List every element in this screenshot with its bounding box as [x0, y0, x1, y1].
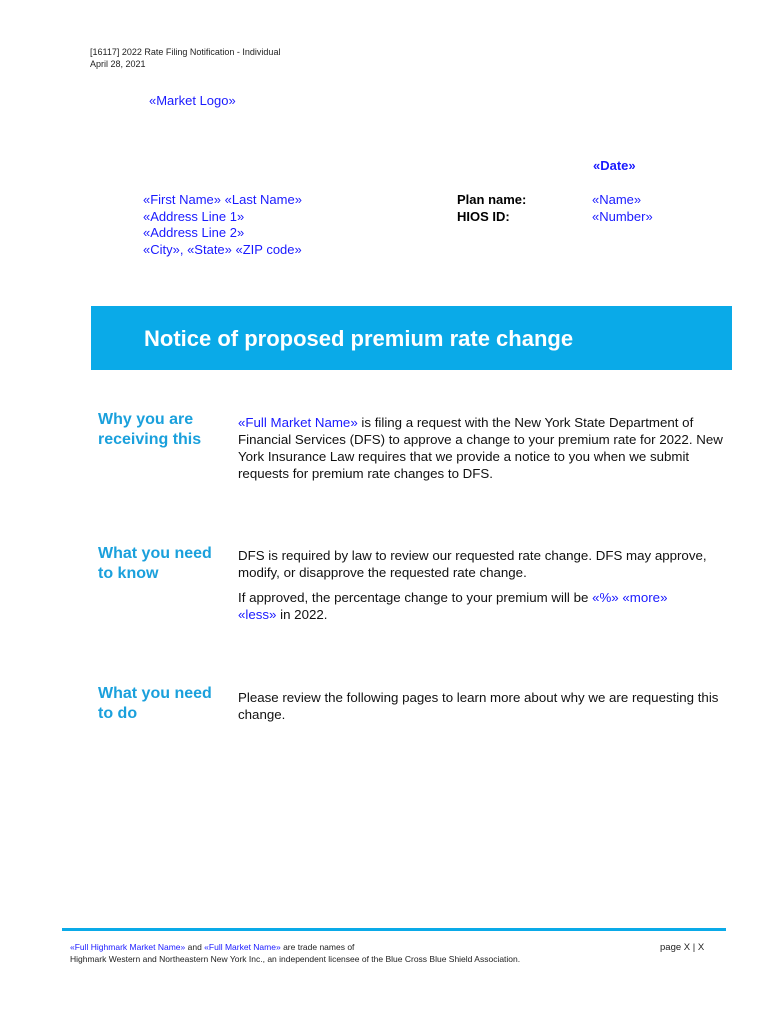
- know-paragraph-1: DFS is required by law to review our requested rate change. DFS may approve, modify, or disapprove the requested rate change.: [238, 548, 707, 580]
- do-paragraph: Please review the following pages to learn more about why we are requesting this change.: [238, 690, 719, 722]
- know-section-body: [238, 547, 728, 623]
- page-number: page X | X: [660, 942, 705, 953]
- more-field: «more»: [622, 590, 668, 605]
- market-logo-placeholder: «Market Logo»: [149, 93, 236, 108]
- highmark-market-name-field: «Full Highmark Market Name»: [70, 942, 186, 952]
- less-field: «less»: [238, 607, 277, 622]
- know-para2-prefix: If approved, the percentage change to your premium will be: [238, 590, 593, 605]
- filing-title: [16117] 2022 Rate Filing Notification - Individual: [90, 47, 281, 57]
- plan-name-label: Plan name:: [457, 192, 527, 207]
- hios-id-label: HIOS ID:: [457, 208, 510, 224]
- footer-line-2: Highmark Western and Northeastern New York Inc., an independent licensee of the Blue Cross Blue Shield Association.: [70, 954, 521, 964]
- notice-title: Notice of proposed premium rate change: [144, 326, 574, 351]
- footer-and: and: [185, 942, 205, 952]
- title-banner: [91, 306, 732, 370]
- why-paragraph: [238, 414, 728, 482]
- date-field: «Date»: [593, 158, 636, 173]
- market-name-field: «Full Market Name»: [238, 415, 358, 430]
- document-header: [90, 46, 280, 70]
- know-section-label: What you need to know: [98, 545, 212, 582]
- do-section-body: [238, 689, 728, 723]
- do-section-label: What you need to do: [98, 685, 212, 722]
- percent-field: «%»: [592, 590, 619, 605]
- plan-values: [592, 192, 653, 225]
- filing-date: April 28, 2021: [90, 59, 146, 69]
- know-para2-suffix: in 2022.: [276, 607, 328, 622]
- why-section-body: [238, 414, 728, 482]
- address-line-1: «Address Line 1»: [143, 208, 245, 224]
- footer-trade-notice: [70, 941, 520, 965]
- footer-trade-text: are trade names of: [280, 942, 355, 952]
- footer-market-name-field: «Full Market Name»: [204, 942, 281, 952]
- plan-name-value: «Name»: [592, 192, 642, 207]
- why-section-label: Why you are receiving this: [98, 411, 202, 448]
- why-text: is filing a request with the New York State Department of Financial Services (DFS) to approve a change to your premium rate for 2022. New York Insurance Law requires that we provide a notice to you when we submit requests for premium rate changes to DFS.: [238, 415, 723, 481]
- know-paragraph-2: [238, 589, 728, 623]
- hios-id-value: «Number»: [592, 208, 653, 224]
- footer-divider: [62, 928, 726, 931]
- plan-labels: [457, 192, 526, 225]
- recipient-name: «First Name» «Last Name»: [143, 192, 302, 207]
- recipient-address: [143, 192, 302, 258]
- city-state-zip: «City», «State» «ZIP code»: [143, 241, 302, 257]
- footer-line-1: [70, 941, 520, 953]
- address-line-2: «Address Line 2»: [143, 225, 245, 240]
